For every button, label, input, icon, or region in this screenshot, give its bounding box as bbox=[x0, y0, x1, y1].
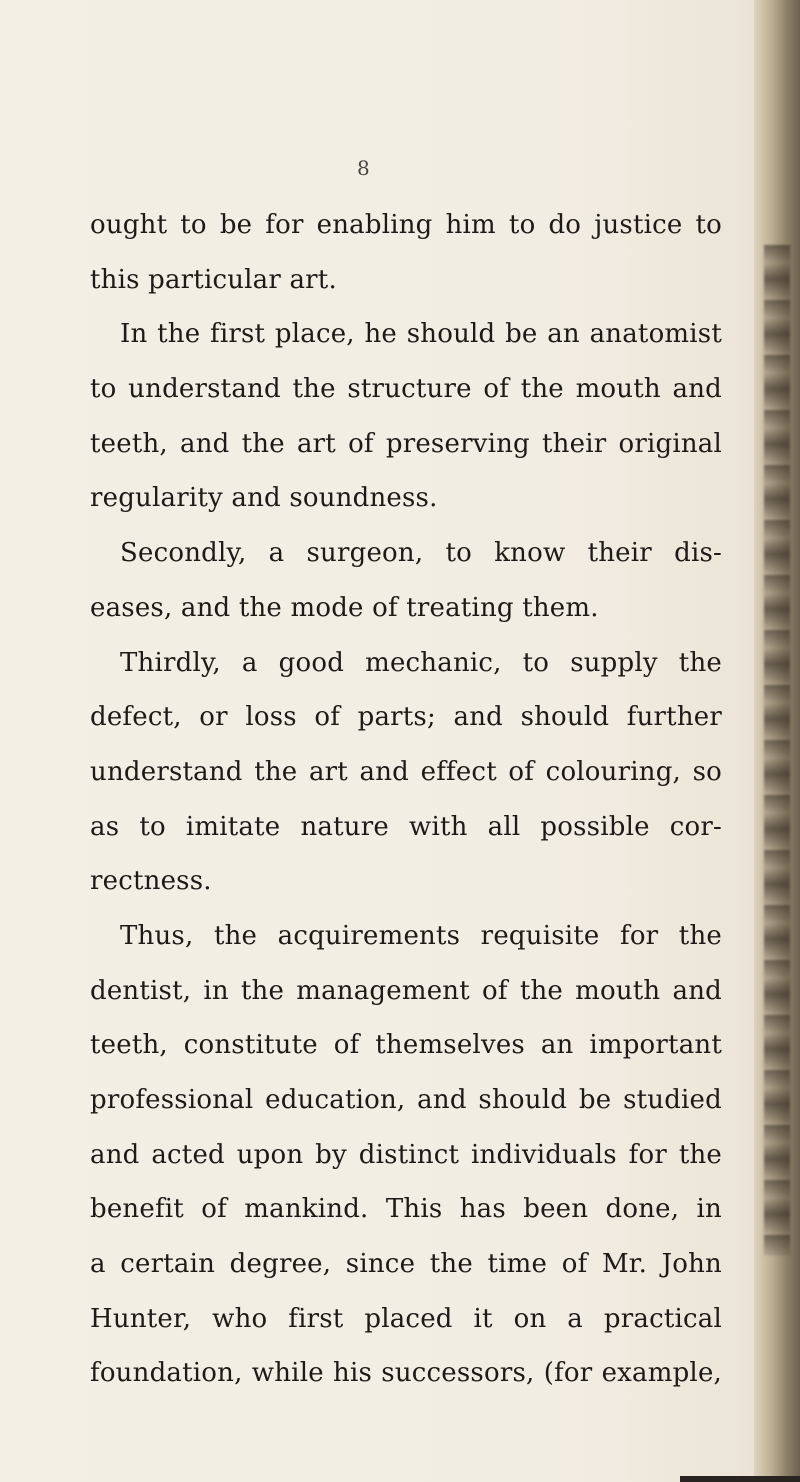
text-line: foundation, while his successors, (for example, bbox=[90, 1358, 722, 1389]
page-corner-shadow bbox=[680, 1476, 800, 1482]
text-line: Hunter, who first placed it on a practical bbox=[90, 1303, 722, 1334]
text-line: eases, and the mode of treating them. bbox=[90, 592, 599, 623]
text-line: as to imitate nature with all possible cor- bbox=[90, 811, 722, 842]
text-line: teeth, constitute of themselves an important bbox=[90, 1030, 722, 1061]
text-line: a certain degree, since the time of Mr. John bbox=[90, 1249, 722, 1280]
facing-page-bleed bbox=[764, 245, 790, 1255]
text-line: to understand the structure of the mouth and bbox=[90, 374, 722, 405]
body-text bbox=[90, 198, 722, 1401]
text-line: teeth, and the art of preserving their original bbox=[90, 428, 722, 459]
text-line: dentist, in the management of the mouth and bbox=[90, 975, 722, 1006]
text-line: professional education, and should be studied bbox=[90, 1085, 722, 1115]
text-line: understand the art and effect of colouring, so bbox=[90, 756, 722, 787]
text-line: and acted upon by distinct individuals for the bbox=[90, 1139, 722, 1170]
text-line: Thus, the acquirements requisite for the bbox=[120, 920, 722, 951]
text-line: rectness. bbox=[90, 866, 212, 897]
text-line: defect, or loss of parts; and should further bbox=[90, 702, 722, 733]
text-line: benefit of mankind. This has been done, in bbox=[90, 1194, 722, 1225]
text-line: Thirdly, a good mechanic, to supply the bbox=[120, 647, 722, 678]
text-line: ought to be for enabling him to do justice to bbox=[90, 210, 722, 240]
page-number: 8 bbox=[357, 156, 370, 180]
text-line: Secondly, a surgeon, to know their dis- bbox=[120, 538, 722, 569]
text-line: this particular art. bbox=[90, 264, 337, 295]
text-line: regularity and soundness. bbox=[90, 483, 438, 514]
text-line: In the first place, he should be an anatomist bbox=[120, 319, 722, 350]
